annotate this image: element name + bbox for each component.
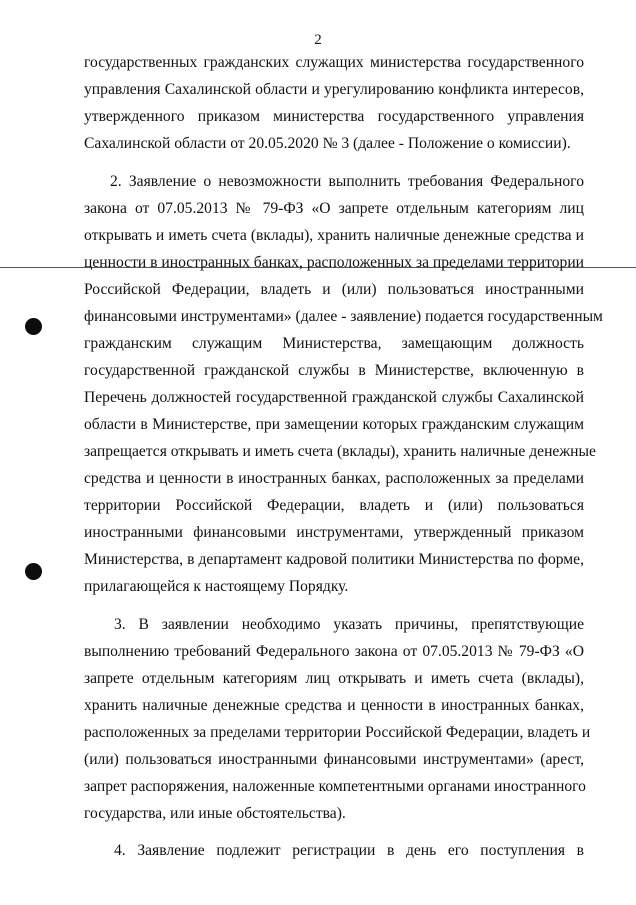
text-line: запрете отдельным категориям лиц открывать и иметь счета (вклады), [84,670,584,687]
text-line: Перечень должностей государственной гражданской службы Сахалинской [84,389,584,406]
text-line: области в Министерстве, при замещении которых гражданским служащим [84,416,584,433]
text-line: государственных гражданских служащих министерства государственного [84,54,584,71]
text-line: (или) пользоваться иностранными финансовыми инструментами» (арест, [84,751,584,768]
punch-hole-top [25,318,42,335]
text-line: Министерства, в департамент кадровой политики Министерства по форме, [84,551,584,568]
text-line: Сахалинской области от 20.05.2020 № 3 (далее - Положение о комиссии). [84,135,571,152]
text-line: гражданским служащим Министерства, замещающим должность [84,335,584,352]
text-line: средства и ценности в иностранных банках, расположенных за пределами [84,470,584,487]
text-line: запрет распоряжения, наложенные компетентными органами иностранного [84,778,586,795]
text-line: расположенных за пределами территории Российской Федерации, владеть и [84,724,591,741]
text-line: утвержденного приказом министерства государственного управления [84,108,584,125]
text-line: выполнению требований Федерального закона от 07.05.2013 № 79-ФЗ «О [84,643,584,660]
text-line: государства, или иные обстоятельства). [84,805,346,822]
text-line: государственной гражданской службы в Министерстве, включенную в [84,362,584,379]
text-line: прилагающейся к настоящему Порядку. [84,578,349,595]
text-line: финансовыми инструментами» (далее - заявление) подается государственным [84,308,603,325]
text-line: запрещается открывать и иметь счета (вклады), хранить наличные денежные [84,443,596,460]
page-number: 2 [314,32,322,48]
text-line: 3. В заявлении необходимо указать причины, препятствующие [114,616,584,633]
text-line: Российской Федерации, владеть и (или) пользоваться иностранными [84,281,584,298]
text-line: 2. Заявление о невозможности выполнить требования Федерального [110,173,584,190]
text-line: территории Российской Федерации, владеть и (или) пользоваться [84,497,584,514]
text-line: ценности в иностранных банках, расположенных за пределами территории [84,254,585,271]
punch-hole-bottom [25,563,42,580]
text-line: иностранными финансовыми инструментами, утвержденный приказом [84,524,584,541]
text-line: 4. Заявление подлежит регистрации в день его поступления в [114,842,584,859]
text-line: открывать и иметь счета (вклады), хранить наличные денежные средства и [84,227,584,244]
text-line: хранить наличные денежные средства и ценности в иностранных банках, [84,697,584,714]
text-line: управления Сахалинской области и урегулированию конфликта интересов, [84,81,584,98]
text-line: закона от 07.05.2013 № 79-ФЗ «О запрете отдельным категориям лиц [84,200,584,217]
